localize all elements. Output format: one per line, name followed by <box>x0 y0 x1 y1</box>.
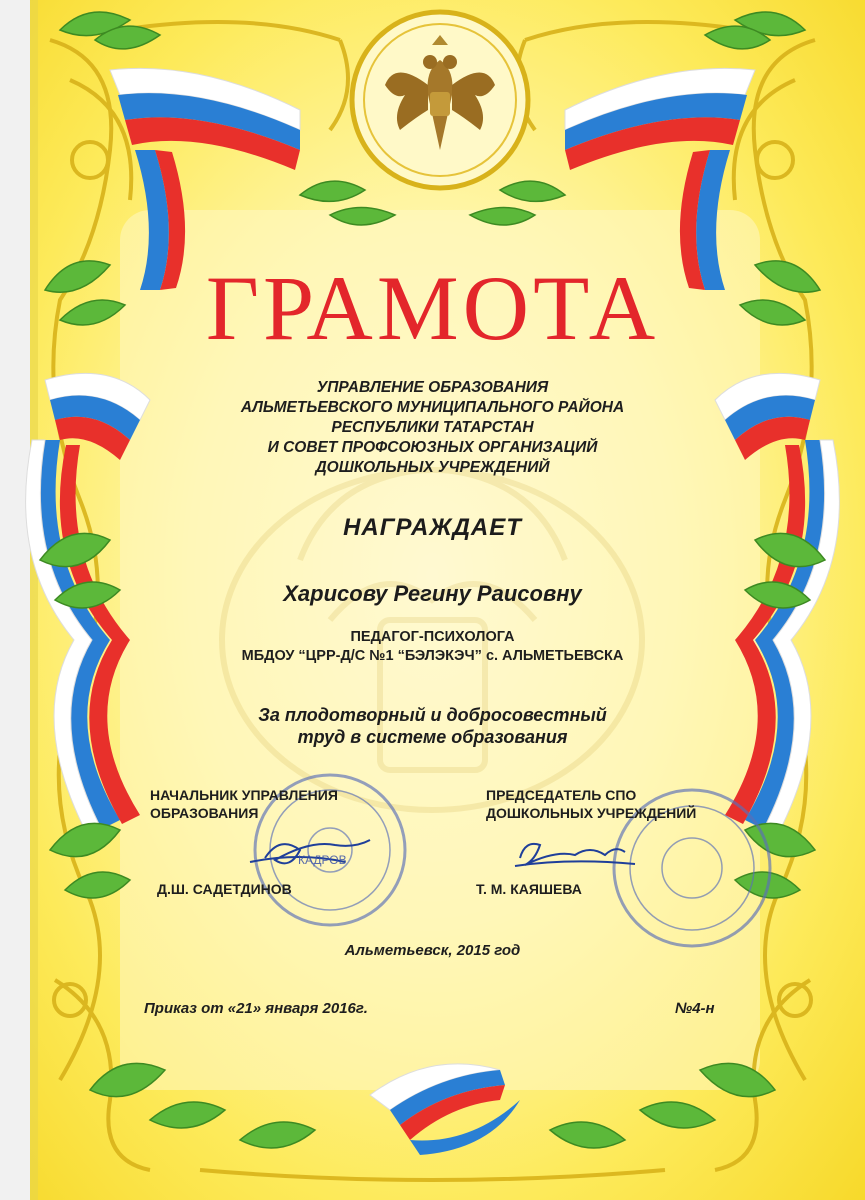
signatory-right-name: Т. М. КАЯШЕВА <box>476 881 582 897</box>
signature-text-left: КАДРОВ <box>298 853 347 867</box>
recipient-name: Харисову Регину Раисовну <box>283 581 582 606</box>
merit-line: За плодотворный и добросовестный <box>258 705 607 725</box>
issuing-organization <box>0 378 865 478</box>
coat-of-arms-icon <box>352 12 528 188</box>
organization-line: И СОВЕТ ПРОФСОЮЗНЫХ ОРГАНИЗАЦИЙ <box>267 439 598 456</box>
organization-line: ДОШКОЛЬНЫХ УЧРЕЖДЕНИЙ <box>315 459 550 476</box>
signatory-title-line: НАЧАЛЬНИК УПРАВЛЕНИЯ <box>150 787 338 803</box>
certificate-title: ГРАМОТА <box>205 257 660 359</box>
signatory-title-line: ДОШКОЛЬНЫХ УЧРЕЖДЕНИЙ <box>486 805 697 821</box>
organization-line: РЕСПУБЛИКИ ТАТАРСТАН <box>331 419 534 436</box>
signatory-left-name: Д.Ш. САДЕТДИНОВ <box>157 881 292 897</box>
merit-line: труд в системе образования <box>297 727 568 747</box>
awards-heading: НАГРАЖДАЕТ <box>343 514 522 541</box>
order-number: №4-н <box>675 1000 715 1017</box>
signatory-right-title <box>486 786 696 822</box>
position-line: ПЕДАГОГ-ПСИХОЛОГА <box>350 629 515 645</box>
recipient-position <box>0 628 865 666</box>
organization-line: АЛЬМЕТЬЕВСКОГО МУНИЦИПАЛЬНОГО РАЙОНА <box>240 399 625 416</box>
position-line: МБДОУ “ЦРР-Д/С №1 “БЭЛЭКЭЧ” с. АЛЬМЕТЬЕВСКА <box>241 648 624 664</box>
signatory-title-line: ОБРАЗОВАНИЯ <box>150 805 259 821</box>
signatory-title-line: ПРЕДСЕДАТЕЛЬ СПО <box>486 787 637 803</box>
award-reason <box>0 704 865 748</box>
signatory-left-title <box>150 786 338 822</box>
organization-line: УПРАВЛЕНИЕ ОБРАЗОВАНИЯ <box>316 379 549 396</box>
order-reference: Приказ от «21» января 2016г. <box>144 1000 368 1017</box>
place-and-year: Альметьевск, 2015 год <box>344 942 521 959</box>
